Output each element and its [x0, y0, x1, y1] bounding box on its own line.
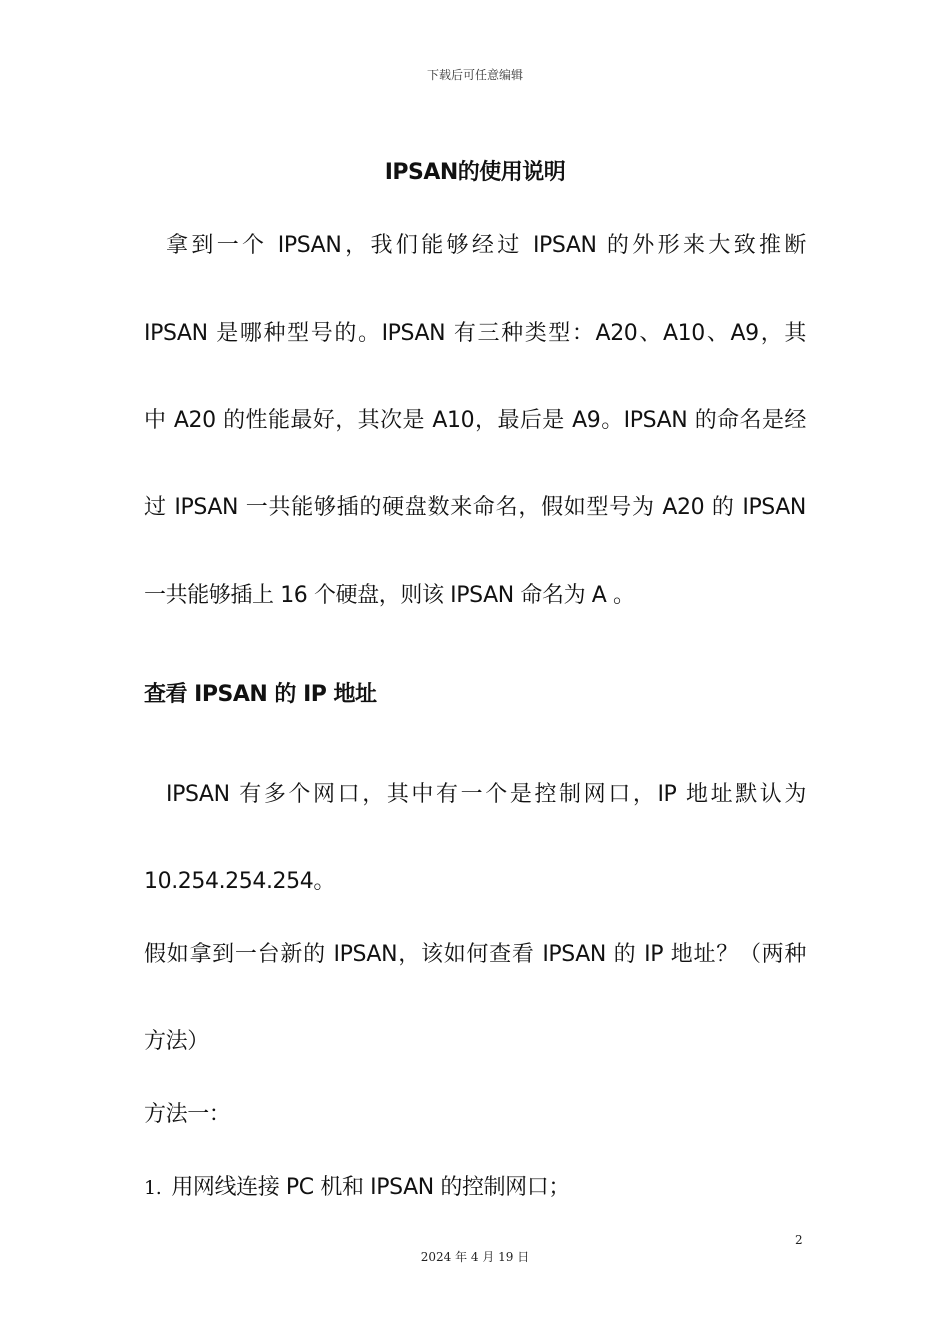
paragraph-line: 过 IPSAN 一共能够插的硬盘数来命名，假如型号为 A20 的 IPSAN — [144, 495, 806, 520]
paragraph-line: 方法一： — [144, 1102, 231, 1127]
paragraph-line: IPSAN 是哪种型号的。IPSAN 有三种类型：A20、A10、A9，其 — [144, 321, 806, 346]
paragraph-line: 拿到一个 IPSAN，我们能够经过 IPSAN 的外形来大致推断 — [166, 233, 806, 258]
footer-date: 2024 年 4 月 19 日 — [420, 1250, 530, 1264]
paragraph-line: 方法） — [144, 1029, 209, 1054]
paragraph-line: 假如拿到一台新的 IPSAN，该如何查看 IPSAN 的 IP 地址？（两种 — [144, 942, 806, 967]
paragraph-line: 中 A20 的性能最好，其次是 A10，最后是 A9。IPSAN 的命名是经 — [144, 408, 806, 433]
page-number: 2 — [795, 1233, 803, 1247]
list-item — [144, 1173, 806, 1203]
header-note: 下载后可任意编辑 — [426, 68, 523, 82]
list-marker: 1. — [144, 1177, 162, 1199]
list-item-text: 用网线连接 PC 机和 IPSAN 的控制网口； — [171, 1175, 570, 1200]
section-heading: 查看 IPSAN 的 IP 地址 — [144, 682, 377, 707]
paragraph-line: IPSAN 有多个网口，其中有一个是控制网口，IP 地址默认为 — [166, 782, 806, 807]
document-title: IPSAN的使用说明 — [384, 160, 566, 185]
paragraph-line: 一共能够插上 16 个硬盘，则该 IPSAN 命名为 A 。 — [144, 583, 635, 608]
paragraph-line: 10.254.254.254。 — [144, 869, 335, 894]
